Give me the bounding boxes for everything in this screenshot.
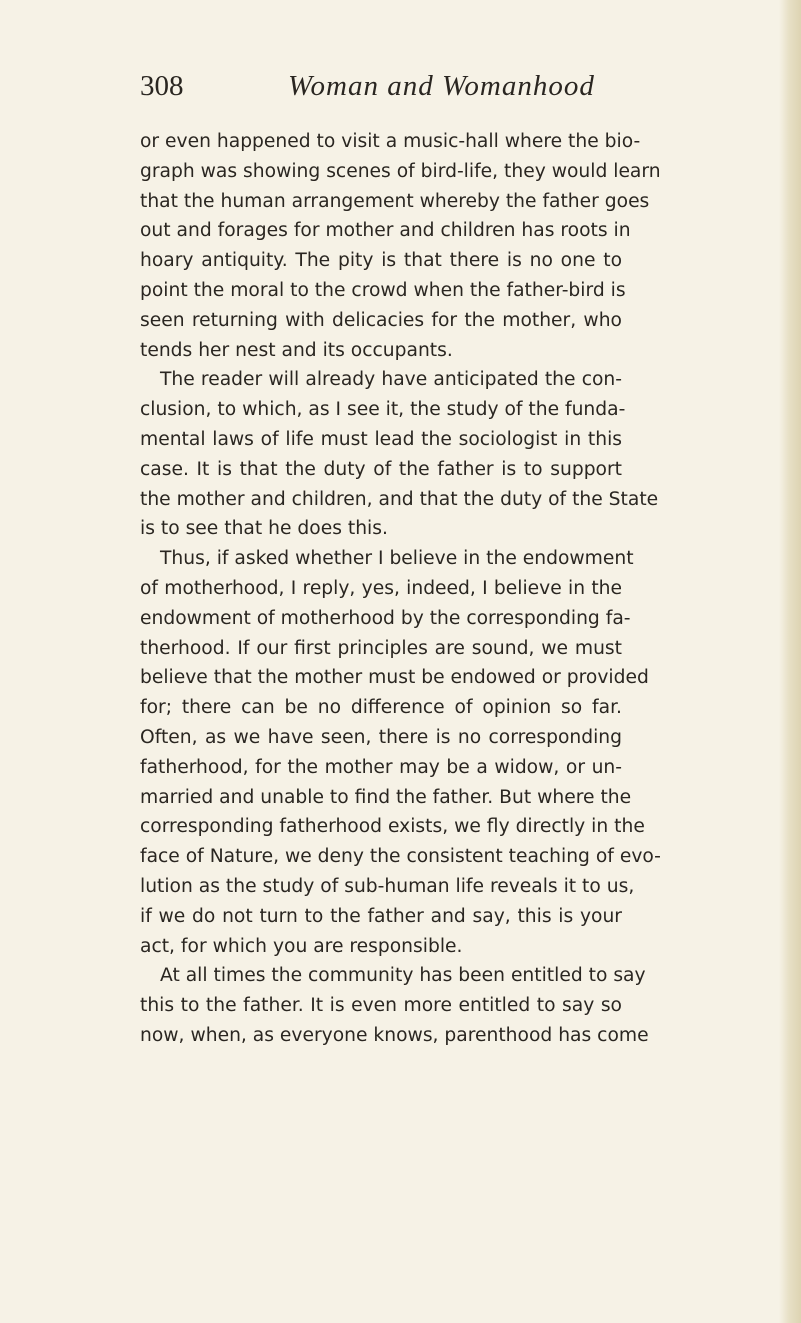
- text-line: or even happened to visit a music-hall where the bio-: [140, 131, 641, 152]
- text-line: face of Nature, we deny the consistent teaching of evo-: [140, 846, 661, 868]
- text-line: married and unable to find the father. But where the: [140, 786, 632, 808]
- text-line: point the moral to the crowd when the father-bird is: [140, 279, 626, 301]
- text-line: act, for which you are responsible.: [140, 935, 463, 957]
- text-line: Often, as we have seen, there is no corresponding: [140, 726, 622, 748]
- text-line: out and forages for mother and children has roots in: [140, 220, 631, 242]
- text-line: of motherhood, I reply, yes, indeed, I believe in the: [140, 577, 622, 599]
- body-text: [140, 127, 661, 1051]
- text-line: case. It is that the duty of the father is to support: [140, 458, 622, 480]
- running-title: Woman and Womanhood: [288, 70, 595, 102]
- text-line: for; there can be no difference of opinion so far.: [140, 697, 622, 719]
- paragraph-start: At all times the community has been entitled to say: [160, 965, 646, 987]
- text-line: therhood. If our first principles are sound, we must: [140, 637, 622, 659]
- text-line: this to the father. It is even more entitled to say so: [140, 995, 622, 1017]
- text-line: clusion, to which, as I see it, the study of the funda-: [140, 399, 626, 421]
- text-line: believe that the mother must be endowed or provided: [140, 667, 649, 689]
- text-line: corresponding fatherhood exists, we fly directly in the: [140, 816, 645, 838]
- text-line: mental laws of life must lead the sociologist in this: [140, 428, 622, 450]
- text-line: seen returning with delicacies for the mother, who: [140, 309, 622, 331]
- text-line: endowment of motherhood by the corresponding fa-: [140, 607, 631, 629]
- text-line: tends her nest and its occupants.: [140, 339, 453, 361]
- text-line: fatherhood, for the mother may be a widow, or un-: [140, 756, 622, 778]
- page-edge-shadow: [779, 0, 801, 1323]
- paragraph-start: Thus, if asked whether I believe in the endowment: [160, 548, 634, 570]
- page-header: [140, 70, 620, 110]
- text-line: that the human arrangement whereby the father goes: [140, 190, 650, 212]
- paragraph-start: The reader will already have anticipated the con-: [160, 369, 622, 391]
- text-line: if we do not turn to the father and say, this is your: [140, 905, 622, 927]
- text-line: the mother and children, and that the duty of the State: [140, 488, 659, 510]
- text-line: hoary antiquity. The pity is that there is no one to: [140, 250, 622, 272]
- text-line: now, when, as everyone knows, parenthood has come: [140, 1024, 649, 1046]
- page-number: 308: [140, 70, 184, 102]
- text-line: lution as the study of sub-human life reveals it to us,: [140, 875, 635, 897]
- text-line: graph was showing scenes of bird-life, they would learn: [140, 160, 661, 182]
- text-line: is to see that he does this.: [140, 518, 388, 540]
